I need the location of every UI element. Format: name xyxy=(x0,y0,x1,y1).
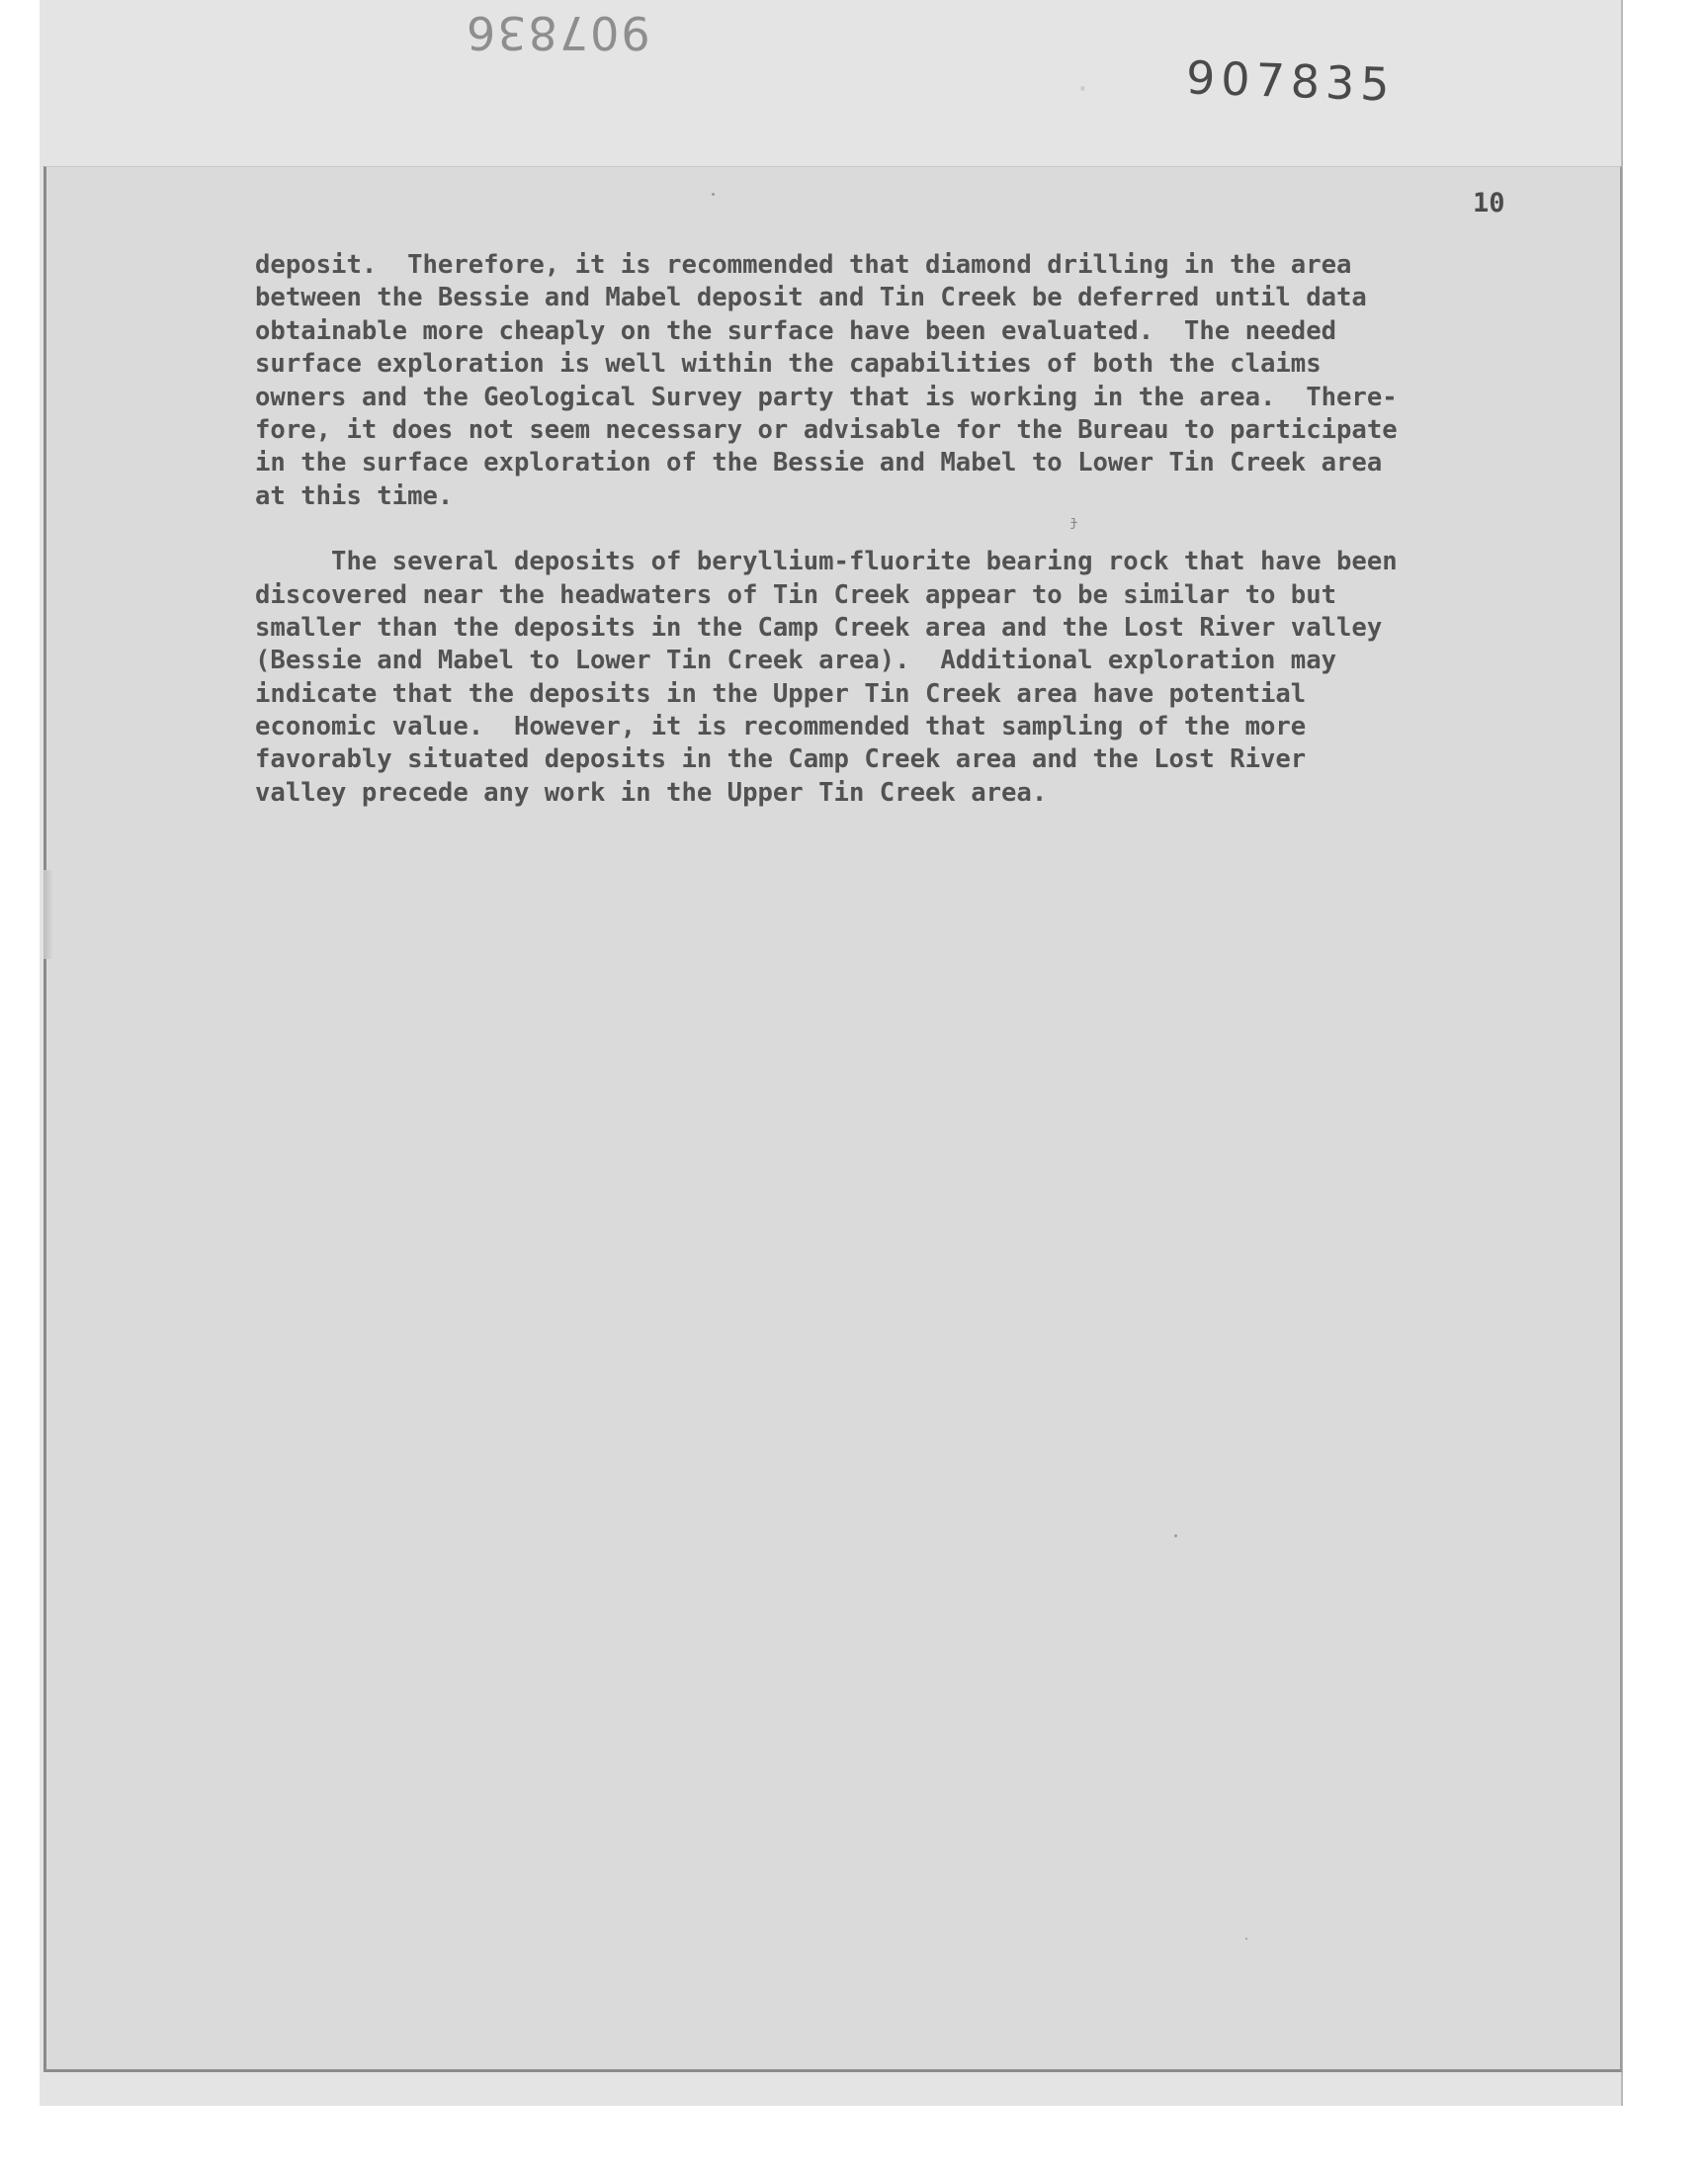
document-number: 907835 xyxy=(1185,50,1397,112)
paragraph-2 xyxy=(255,546,1500,810)
text-line: surface exploration is well within the capabilities of both the claims xyxy=(255,349,1322,380)
text-line: in the surface exploration of the Bessie and Mabel to Lower Tin Creek area xyxy=(255,448,1383,478)
mirrored-stamp-number: 907836 xyxy=(465,6,650,59)
text-line: economic value. However, it is recommended that sampling of the more xyxy=(255,712,1307,742)
dust-speck xyxy=(712,193,715,196)
text-line: valley precede any work in the Upper Tin Creek area. xyxy=(255,777,1048,808)
stray-mark: ɟ xyxy=(1069,514,1078,530)
text-line: between the Bessie and Mabel deposit and Tin Creek be deferred until data xyxy=(255,283,1367,313)
paragraph-gap xyxy=(255,513,1500,546)
document-body xyxy=(255,249,1500,810)
text-line: indicate that the deposits in the Upper Tin Creek area have potential xyxy=(255,678,1307,709)
faint-pencil-mark: · xyxy=(1077,69,1088,109)
torn-edge xyxy=(43,870,53,959)
dust-speck xyxy=(1174,1534,1177,1537)
text-line: at this time. xyxy=(255,480,454,511)
text-line: owners and the Geological Survey party that is working in the area. There- xyxy=(255,382,1398,412)
text-line: The several deposits of beryllium-fluorite bearing rock that have been xyxy=(255,547,1398,577)
page-number: 10 xyxy=(1473,188,1505,218)
text-line: smaller than the deposits in the Camp Creek area and the Lost River valley xyxy=(255,612,1383,643)
text-line: fore, it does not seem necessary or advisable for the Bureau to participate xyxy=(255,414,1398,445)
text-line: deposit. Therefore, it is recommended that diamond drilling in the area xyxy=(255,250,1352,280)
paragraph-1 xyxy=(255,249,1500,513)
text-line: (Bessie and Mabel to Lower Tin Creek area). Additional exploration may xyxy=(255,646,1337,676)
text-line: favorably situated deposits in the Camp Creek area and the Lost River xyxy=(255,744,1307,775)
dust-speck xyxy=(1245,1938,1247,1940)
text-line: discovered near the headwaters of Tin Creek appear to be similar to but xyxy=(255,579,1337,610)
text-line: obtainable more cheaply on the surface have been evaluated. The needed xyxy=(255,315,1337,346)
